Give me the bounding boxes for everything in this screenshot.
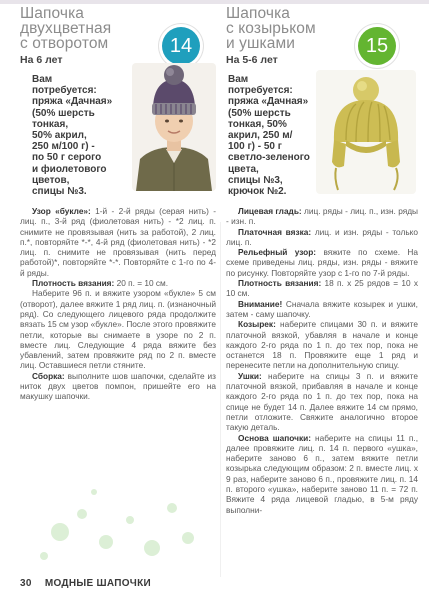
- badge-15-number: 15: [365, 35, 389, 57]
- right-instructions: [226, 206, 418, 515]
- instruction-paragraph: [20, 371, 216, 402]
- section-title: МОДНЫЕ ШАПОЧКИ: [44, 578, 152, 589]
- right-age: На 5-6 лет: [226, 54, 278, 66]
- page-number: 30: [20, 578, 32, 589]
- right-materials-note: [228, 74, 328, 197]
- left-title-line-1: Шапочка: [20, 5, 85, 22]
- instruction-text: Сначала вяжите козырек и ушки, затем - саму шапочку.: [226, 298, 418, 319]
- note-line: потребуется:: [228, 85, 293, 97]
- instruction-paragraph: [226, 206, 418, 227]
- instruction-text: лиц. и изн. ряды - только лиц. п.: [226, 226, 418, 247]
- left-title-line-2: двухцветная: [20, 20, 112, 37]
- note-line: потребуется:: [32, 85, 97, 97]
- note-line: (50% шерсть: [228, 107, 291, 119]
- instruction-text: лиц. ряды - лиц. п., изн. ряды - изн. п.: [226, 206, 419, 227]
- right-title-line-1: Шапочка: [226, 5, 291, 22]
- right-title-line-3: и ушками: [226, 35, 296, 52]
- note-line: 250 м/100 г) -: [32, 141, 95, 153]
- badge-15: [358, 27, 396, 65]
- instruction-text: наберите спицами 30 п. и вяжите платочной вязкой, убавляя в начале и конце каждого 2-го ряда по 1 п. до тех пор, пока не останется 18 п. Провяжите еще 1 ряд и перенесите петли на дополнительную спицу.: [226, 319, 418, 371]
- instruction-heading: Козырек:: [238, 319, 276, 330]
- instruction-text: 1-й - 2-й ряды (серая нить) - лиц. п., 3-й ряд (фиолетовая нить) - *2 лиц. п. снимите не провязывая (нить за работой), 2 лиц. п.*, повторяйте *-*, 4-й ряд (фиолетовая нить) - *2 лиц. п. снимите не провязывая (нить перед работой)*, повторяйте *-*. Повторяйте с 1-го по 4-й ряды.: [20, 206, 216, 278]
- instruction-paragraph: [226, 247, 418, 278]
- instruction-text: 18 п. х 25 рядов = 10 х 10 см.: [226, 278, 419, 299]
- note-line: 50% акрил,: [32, 130, 87, 142]
- column-divider: [220, 222, 221, 577]
- note-line: тонкая, 50%: [228, 118, 287, 130]
- instruction-text: Наберите 96 п. и вяжите узором «букле» 5 см (отворот), далее вяжите 1 ряд лиц. п. (изнаночный ряд). Со следующего лицевого ряда продолжите вязать 15 см узор «букле». После этого провяжите петли, которые вы снимаете в узоре по 2 п. вместе лиц. Следующие 4 ряда вяжите без убавлений, затем провяжите ряд по 2 п. вместе лиц. Оставшиеся петли стяните.: [20, 288, 216, 371]
- instruction-paragraph: [226, 278, 418, 299]
- instruction-text: наберите на спицы 3 п. и вяжите платочной вязкой, прибавляя в начале и конце каждого 2-го ряда по 1 п. до тех пор, пока на спице не будет 14 п. Далее вяжите 14 см прямо, петли отложите. Свяжите аналогично второе такую деталь.: [226, 370, 418, 433]
- instruction-heading: Ушки:: [238, 370, 262, 381]
- left-instructions: [20, 206, 216, 402]
- instruction-text: наберите на спицы 11 п., далее провяжите лиц. п. 14 п. первого «ушка», наберите заново 6 п., затем вяжите петли козырька следующим образом: 2 п. вместе лиц. х 9 раз, наберите заново 6 п., провяжите лиц. п. 14 п. второго «ушка», наберите заново 11 п. = 72 п. Вяжите 4 ряда лицевой гладью, в 5-м ряду выполни-: [226, 432, 418, 515]
- note-line: Вам: [228, 74, 249, 85]
- instruction-heading: Плотность вязания:: [238, 278, 322, 289]
- instruction-paragraph: [20, 288, 216, 370]
- instruction-heading: Платочная вязка:: [238, 226, 312, 237]
- instruction-paragraph: [226, 433, 418, 515]
- left-materials-note: [32, 74, 132, 197]
- page-footer: [20, 578, 151, 589]
- instruction-heading: Основа шапочки:: [238, 432, 311, 443]
- instruction-text: вяжите по схеме. На схеме приведены лиц. ряды, изн. ряды - вяжите по рисунку. Повторяйте узор с 1-го по 7-й ряды.: [226, 247, 418, 278]
- note-line: 100 г) - 50 г: [228, 141, 282, 153]
- instruction-heading: Внимание!: [238, 298, 283, 309]
- left-title-line-3: с отворотом: [20, 35, 109, 52]
- instruction-paragraph: [226, 299, 418, 320]
- note-line: цветов,: [32, 174, 70, 186]
- note-line: крючок №2.: [228, 186, 287, 198]
- badge-14: [162, 27, 200, 65]
- hat-photo-15: [316, 70, 416, 194]
- instruction-heading: Рельефный узор:: [238, 247, 317, 258]
- note-line: Вам: [32, 74, 53, 85]
- instruction-heading: Плотность вязания:: [32, 278, 115, 289]
- instruction-text: 20 п. = 10 см.: [114, 278, 169, 289]
- child-photo-hat-14: [132, 63, 216, 191]
- instruction-paragraph: [226, 371, 418, 433]
- note-line: цвета,: [228, 163, 259, 175]
- instruction-paragraph: [20, 206, 216, 278]
- note-line: тонкая,: [32, 118, 69, 130]
- right-title-line-2: с козырьком: [226, 20, 316, 37]
- instruction-heading: Лицевая гладь:: [238, 206, 302, 216]
- instruction-paragraph: [20, 278, 216, 288]
- note-line: пряжа «Дачная»: [228, 96, 309, 108]
- instruction-heading: Узор «букле»:: [32, 206, 91, 216]
- note-line: акрил, 250 м/: [228, 130, 293, 142]
- note-line: пряжа «Дачная»: [32, 96, 113, 108]
- note-line: спицы №3,: [228, 174, 283, 186]
- instruction-paragraph: [226, 227, 418, 248]
- note-line: спицы №3.: [32, 186, 87, 198]
- instruction-heading: Сборка:: [32, 370, 65, 381]
- top-band: [0, 0, 429, 4]
- instruction-paragraph: [226, 319, 418, 370]
- instruction-text: выполните шов шапочки, сделайте из ниток двух цветов помпон, пришейте его на макушку шапочки.: [20, 370, 216, 402]
- note-line: светло-зеленого: [228, 152, 310, 164]
- note-line: по 50 г серого: [32, 152, 102, 164]
- note-line: (50% шерсть: [32, 107, 95, 119]
- left-age: На 6 лет: [20, 54, 63, 66]
- badge-14-number: 14: [169, 35, 193, 57]
- note-line: и фиолетового: [32, 163, 107, 175]
- decorative-dots: [20, 472, 216, 572]
